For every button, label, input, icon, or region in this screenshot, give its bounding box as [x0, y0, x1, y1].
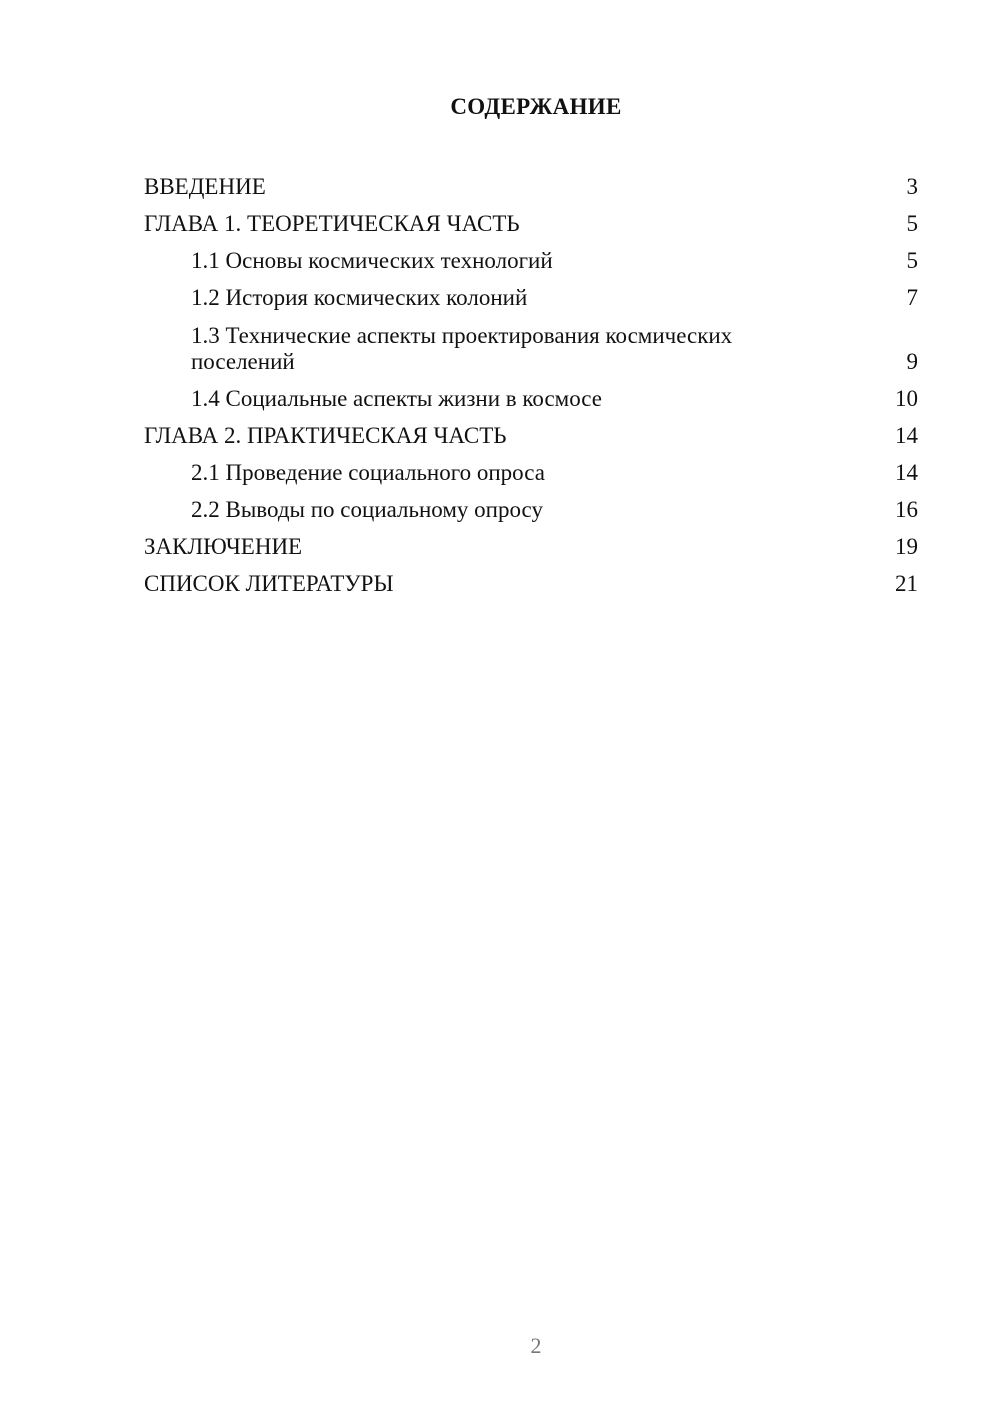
toc-entry-label: 2.1 Проведение социального опроса: [191, 459, 545, 485]
toc-entry-references[interactable]: [144, 565, 918, 602]
toc-entry-page: 9: [906, 349, 918, 374]
toc-entry-label: 1.1 Основы космических технологий: [191, 247, 553, 273]
toc-entry-label: ЗАКЛЮЧЕНИЕ: [144, 533, 303, 559]
toc-entry-conclusion[interactable]: [144, 528, 918, 565]
toc-entry-section-1-4[interactable]: [144, 380, 918, 417]
toc-entry-page: 14: [895, 422, 918, 448]
toc-entry-label: 2.2 Выводы по социальному опросу: [191, 496, 543, 522]
toc-entry-introduction[interactable]: [144, 168, 918, 205]
page-number: 2: [530, 1333, 542, 1358]
page-title: СОДЕРЖАНИЕ: [450, 94, 622, 119]
toc-entry-page: 7: [906, 284, 918, 310]
toc-entry-page: 3: [906, 173, 918, 199]
toc-entry-label: СПИСОК ЛИТЕРАТУРЫ: [144, 570, 394, 596]
table-of-contents: [144, 168, 918, 602]
toc-entry-page: 5: [906, 247, 918, 273]
toc-entry-label: 1.3 Технические аспекты проектирования космических поселений: [191, 323, 733, 374]
toc-entry-section-1-1[interactable]: [144, 242, 918, 279]
toc-entry-section-2-2[interactable]: [144, 491, 918, 528]
toc-entry-page: 14: [895, 459, 918, 485]
toc-entry-section-1-2[interactable]: [144, 279, 918, 316]
toc-entry-page: 16: [895, 496, 918, 522]
toc-entry-section-1-3[interactable]: [144, 316, 918, 380]
toc-entry-label: ГЛАВА 2. ПРАКТИЧЕСКАЯ ЧАСТЬ: [144, 422, 507, 448]
toc-entry-label: 1.4 Социальные аспекты жизни в космосе: [191, 385, 602, 411]
toc-entry-page: 19: [895, 533, 918, 559]
toc-entry-page: 5: [906, 210, 918, 236]
toc-entry-chapter-1[interactable]: [144, 205, 918, 242]
toc-entry-page: 10: [895, 385, 918, 411]
toc-entry-label: ГЛАВА 1. ТЕОРЕТИЧЕСКАЯ ЧАСТЬ: [144, 210, 520, 236]
toc-entry-label: 1.2 История космических колоний: [191, 284, 528, 310]
toc-entry-chapter-2[interactable]: [144, 417, 918, 454]
toc-entry-page: 21: [895, 570, 918, 596]
toc-entry-section-2-1[interactable]: [144, 454, 918, 491]
toc-entry-label: ВВЕДЕНИЕ: [144, 173, 266, 199]
